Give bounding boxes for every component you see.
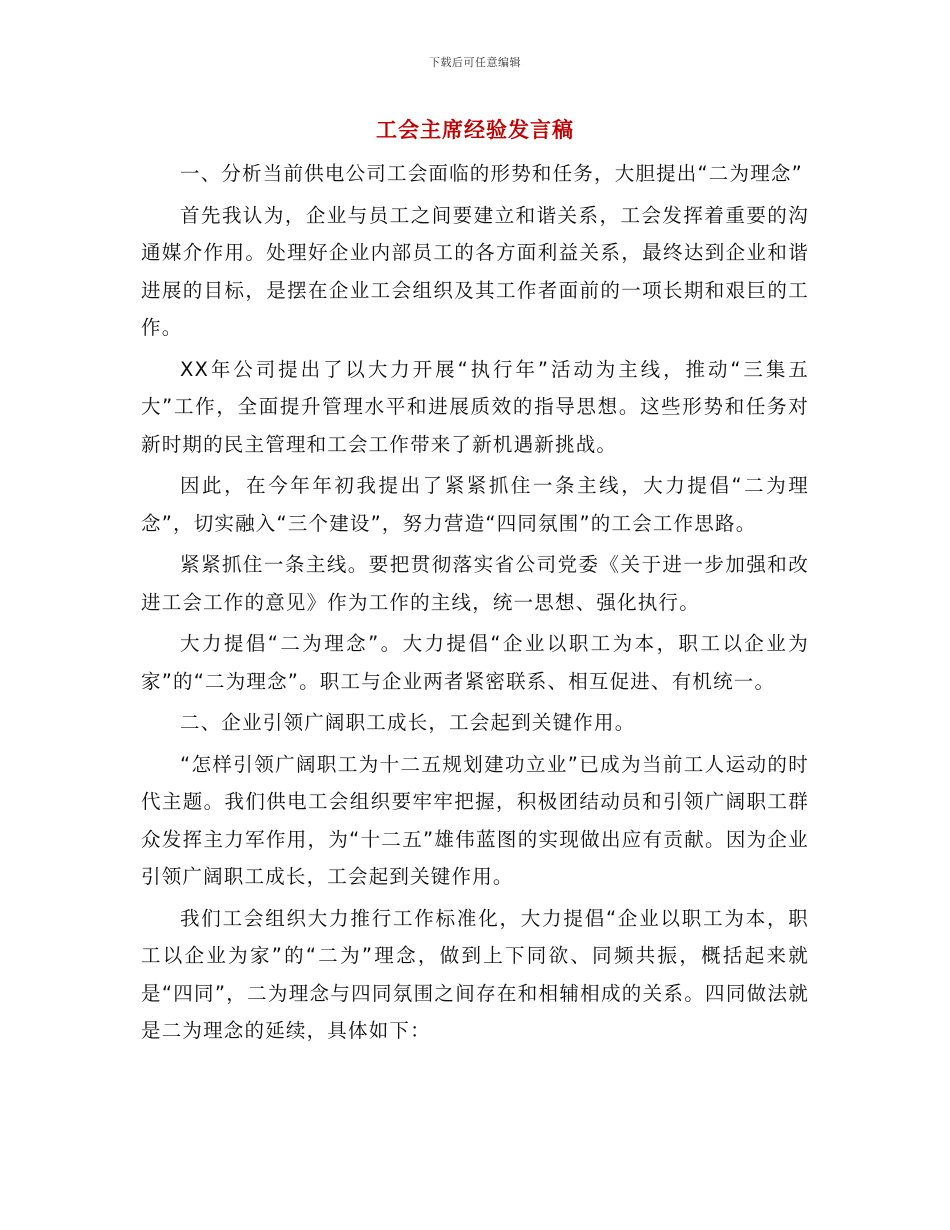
paragraph: 首先我认为，企业与员工之间要建立和谐关系，工会发挥着重要的沟通媒介作用。处理好企业内部员工的各方面利益关系，最终达到企业和谐进展的目标，是摆在企业工会组织及其工作者面前的一项长期和艰巨的工作。 bbox=[141, 203, 809, 339]
paragraph-section-1-heading: 一、分析当前供电公司工会面临的形势和任务，大胆提出“二为理念” bbox=[180, 162, 803, 185]
page-header: 下载后可任意编辑 bbox=[429, 56, 521, 69]
paragraph: “怎样引领广阔职工为十二五规划建功立业”已成为当前工人运动的时代主题。我们供电工会组织要牢牢把握，积极团结动员和引领广阔职工群众发挥主力军作用，为“十二五”雄伟蓝图的实现做出应有贡献。因为企业引领广阔职工成长，工会起到关键作用。 bbox=[141, 752, 809, 888]
paragraph-section-2-heading: 二、企业引领广阔职工成长，工会起到关键作用。 bbox=[180, 711, 636, 734]
paragraph: 因此，在今年年初我提出了紧紧抓住一条主线，大力提倡“二为理念”，切实融入“三个建设”，努力营造“四同氛围”的工会工作思路。 bbox=[141, 474, 809, 535]
document-body bbox=[141, 155, 809, 1054]
document-title: 工会主席经验发言稿 bbox=[376, 118, 574, 142]
paragraph: 我们工会组织大力推行工作标准化，大力提倡“企业以职工为本，职工以企业为家”的“二为”理念，做到上下同欲、同频共振，概括起来就是“四同”，二为理念与四同氛围之间存在和相辅相成的关系。四同做法就是二为理念的延续，具体如下： bbox=[141, 906, 809, 1042]
paragraph: 紧紧抓住一条主线。要把贯彻落实省公司党委《关于进一步加强和改进工会工作的意见》作为工作的主线，统一思想、强化执行。 bbox=[141, 553, 809, 614]
paragraph: XX年公司提出了以大力开展“执行年”活动为主线，推动“三集五大”工作，全面提升管理水平和进展质效的指导思想。这些形势和任务对新时期的民主管理和工会工作带来了新机遇新挑战。 bbox=[141, 357, 809, 456]
paragraph: 大力提倡“二为理念”。大力提倡“企业以职工为本，职工以企业为家”的“二为理念”。职工与企业两者紧密联系、相互促进、有机统一。 bbox=[141, 632, 809, 693]
